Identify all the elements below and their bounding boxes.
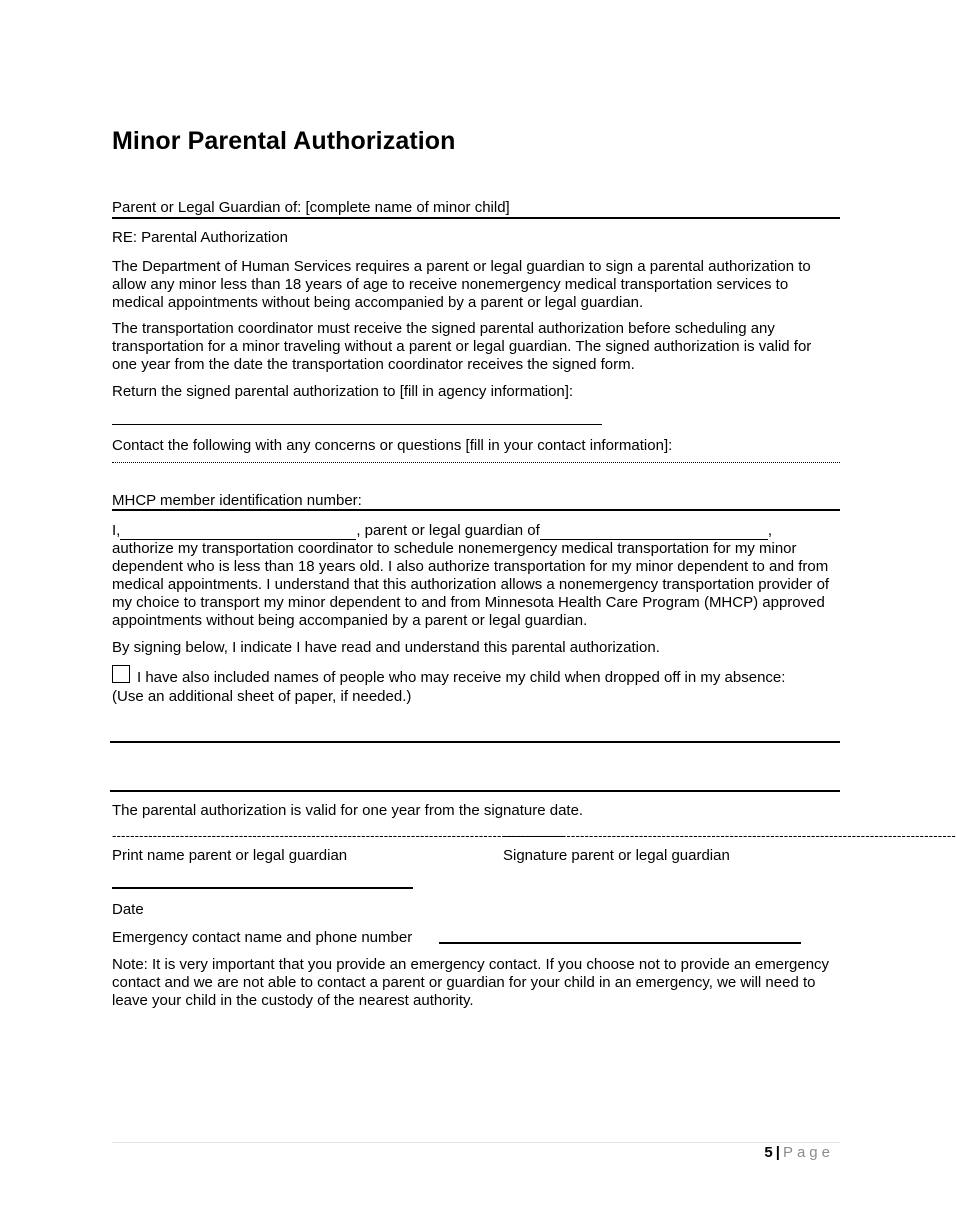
emergency-contact-label: Emergency contact name and phone number xyxy=(112,929,413,946)
return-address-field-line[interactable] xyxy=(112,424,602,425)
page-title: Minor Parental Authorization xyxy=(112,127,456,155)
validity-note: The parental authorization is valid for one year from the signature date. xyxy=(112,802,584,819)
names-field-line-2[interactable] xyxy=(110,790,840,792)
print-name-label: Print name parent or legal guardian xyxy=(112,847,348,864)
contact-label: Contact the following with any concerns or questions [fill in your contact information]: xyxy=(112,437,673,454)
guardian-of-label: Parent or Legal Guardian of: [complete name of minor child] xyxy=(112,199,510,216)
guardian-name-field[interactable] xyxy=(120,523,356,540)
statement-suffix: , xyxy=(767,522,772,539)
guardian-of-field-line[interactable] xyxy=(112,217,840,219)
page-word: Page xyxy=(782,1144,834,1161)
paragraph-requirement: The Department of Human Services requires a parent or legal guardian to sign a parental authorization to allow any minor less than 18 years of age to receive nonemergency medical transportation services to medical appointments without being accompanied by a parent or legal guardian. xyxy=(112,258,811,311)
signature-label: Signature parent or legal guardian xyxy=(503,847,730,864)
statement-middle: , parent or legal guardian of xyxy=(356,522,540,539)
page-footer xyxy=(764,1144,834,1161)
footer-separator: | xyxy=(775,1144,780,1161)
checkbox-label: I have also included names of people who may receive my child when dropped off in my absence: xyxy=(137,669,786,686)
date-label: Date xyxy=(112,901,144,918)
return-label: Return the signed parental authorization to [fill in agency information]: xyxy=(112,383,574,400)
signature-field-line[interactable]: ---------------------------------------------------------------------------------------------------- xyxy=(503,828,956,843)
page-number: 5 xyxy=(764,1144,773,1161)
date-field-line[interactable] xyxy=(112,887,413,889)
names-field-line-1[interactable] xyxy=(110,741,840,743)
emergency-note: Note: It is very important that you provide an emergency contact. If you choose not to provide an emergency contact and we are not able to contact a parent or guardian for your child in an emergency, we will need to leave your child in the custody of the nearest authority. xyxy=(112,956,830,1009)
statement-prefix: I, xyxy=(112,522,121,539)
print-name-field-line[interactable]: ---------------------------------------------------------------------------------------------------- xyxy=(112,828,565,843)
authorization-statement xyxy=(112,522,840,630)
mhcp-id-field-line[interactable] xyxy=(112,509,840,511)
include-names-checkbox[interactable] xyxy=(112,665,130,683)
statement-body: authorize my transportation coordinator to schedule nonemergency medical transportation for my minor dependent who is less than 18 years old. I also authorize transportation for my minor dependent to and from medical appointments. I understand that this authorization allows a nonemergency transportation provider of my choice to transport my minor dependent to and from Minnesota Health Care Program (MHCP) approved appointments without being accompanied by a parent or legal guardian. xyxy=(112,540,830,629)
paragraph-coordinator: The transportation coordinator must receive the signed parental authorization before scheduling any transportation for a minor traveling without a parent or legal guardian. The signed authorization is valid for one year from the date the transportation coordinator receives the signed form. xyxy=(112,320,812,373)
signing-statement: By signing below, I indicate I have read and understand this parental authorization. xyxy=(112,639,660,656)
mhcp-id-label: MHCP member identification number: xyxy=(112,492,362,509)
checkbox-note: (Use an additional sheet of paper, if needed.) xyxy=(112,688,412,705)
re-label: RE: Parental Authorization xyxy=(112,229,288,246)
footer-divider xyxy=(112,1142,840,1143)
contact-field-line[interactable] xyxy=(112,462,840,463)
emergency-contact-field-line[interactable] xyxy=(439,942,801,944)
minor-name-field[interactable] xyxy=(540,523,768,540)
